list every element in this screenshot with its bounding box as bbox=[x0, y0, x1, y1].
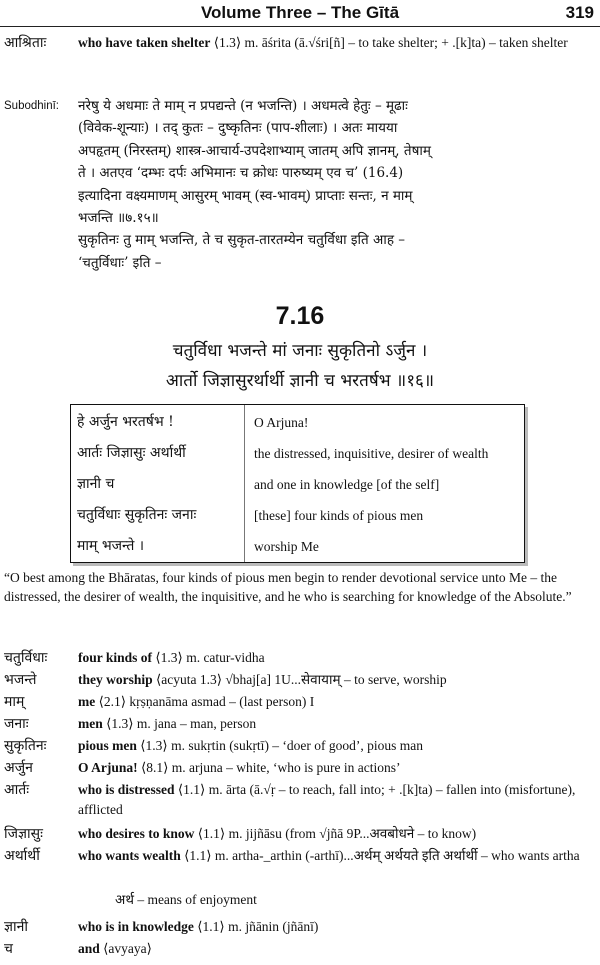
gloss-bold: they worship bbox=[78, 672, 153, 687]
gloss-rest: अर्थ – means of enjoyment bbox=[115, 892, 257, 907]
glossary-term: जिज्ञासुः bbox=[4, 826, 43, 842]
gloss-bold: who have taken shelter bbox=[78, 35, 211, 50]
subodhini-label: Subodhinī: bbox=[4, 100, 59, 112]
gloss-rest: ⟨1.1⟩ m. artha-_arthin (-arthī)...अर्थम् अर्थयते इति अर्थार्थी – who wants artha bbox=[180, 848, 580, 863]
gloss-rest: ⟨acyuta 1.3⟩ √bhaj[a] 1U...सेवायाम् – to serve, worship bbox=[152, 672, 447, 687]
gloss-rest: ⟨1.3⟩ m. āśrita (ā.√śri[ñ] – to take shelter; + .[k]ta) – taken shelter bbox=[210, 35, 568, 50]
running-title: Volume Three – The Gītā bbox=[200, 3, 400, 22]
sanskrit-cell: माम् भजन्ते । bbox=[77, 538, 145, 554]
gloss-rest: ⟨2.1⟩ kṛṣṇanāma asmad – (last person) I bbox=[95, 694, 315, 709]
gloss-bold: me bbox=[78, 694, 96, 709]
english-cell: O Arjuna! bbox=[254, 415, 309, 430]
glossary-gloss bbox=[78, 824, 596, 844]
verse-number: 7.16 bbox=[275, 302, 325, 330]
gloss-bold: who is in knowledge bbox=[78, 919, 194, 934]
gloss-rest: ⟨1.1⟩ m. ārta (ā.√ṛ – to reach, fall into; + .[k]ta) – fallen into (misfortune), afflicted bbox=[78, 782, 576, 817]
glossary-term: च bbox=[4, 941, 13, 957]
gloss-rest: ⟨1.1⟩ m. jñānin (jñānī) bbox=[193, 919, 319, 934]
glossary-gloss bbox=[78, 846, 596, 866]
table-row bbox=[71, 531, 524, 562]
glossary-gloss bbox=[78, 917, 596, 937]
glossary-gloss bbox=[78, 670, 596, 690]
verse-line-1: चतुर्विधा भजन्ते मां जनाः सुकृतिनो ऽर्जुन । bbox=[172, 341, 428, 361]
word-by-word-table bbox=[70, 404, 525, 563]
gloss-rest: ⟨1.3⟩ m. sukṛtin (sukṛtī) – ‘doer of good’, pious man bbox=[136, 738, 424, 753]
verse-translation: “O best among the Bhāratas, four kinds of pious men begin to render devotional service unto Me – the distressed, the desirer of wealth, the inquisitive, and he who is searching for knowledge of the Absolute.” bbox=[4, 570, 572, 604]
sanskrit-cell: चतुर्विधाः सुकृतिनः जनाः bbox=[77, 507, 197, 523]
gloss-bold: men bbox=[78, 716, 103, 731]
entry-term: आश्रिताः bbox=[4, 35, 47, 51]
gloss-rest: ⟨1.3⟩ m. catur-vidha bbox=[152, 650, 265, 665]
gloss-rest: ⟨8.1⟩ m. arjuna – white, ‘who is pure in actions’ bbox=[137, 760, 401, 775]
glossary-term: माम् bbox=[4, 694, 25, 710]
commentary-line: इत्यादिना वक्ष्यमाणम् आसुरम् भावम् (स्व-भावम्) प्राप्ताः सन्तः, न माम् bbox=[78, 187, 413, 204]
gloss-bold: four kinds of bbox=[78, 650, 153, 665]
verse-line-2: आर्तो जिज्ञासुरर्थार्थी ज्ञानी च भरतर्षभ ॥१६॥ bbox=[165, 371, 435, 391]
gloss-rest: ⟨1.3⟩ m. jana – man, person bbox=[102, 716, 257, 731]
commentary-line: नरेषु ये अधमाः ते माम् न प्रपद्यन्ते (न भजन्ति) । अधमत्वे हेतुः – मूढाः bbox=[78, 98, 408, 114]
entry-gloss bbox=[78, 33, 596, 53]
glossary-gloss bbox=[78, 780, 596, 820]
commentary-line: अपहृतम् (निरस्तम्) शास्त्र-आचार्य-उपदेशाभ्याम् जातम् अपि ज्ञानम्, तेषाम् bbox=[78, 142, 431, 159]
glossary-gloss bbox=[78, 758, 596, 778]
glossary-term: सुकृतिनः bbox=[4, 738, 47, 754]
sanskrit-cell: ज्ञानी च bbox=[77, 476, 115, 492]
subodhini-text bbox=[78, 95, 596, 274]
page-header bbox=[0, 0, 600, 27]
glossary-term: भजन्ते bbox=[4, 672, 37, 688]
english-cell: and one in knowledge [of the self] bbox=[254, 477, 440, 492]
page-number: 319 bbox=[565, 3, 594, 22]
commentary-line: ते । अतएव ‘दम्भः दर्पः अभिमानः च क्रोधः पारुष्यम् एव च’ (16.4) bbox=[78, 165, 404, 182]
glossary-term: अर्जुन bbox=[4, 760, 33, 776]
gloss-rest: ⟨1.1⟩ m. jijñāsu (from √jñā 9P...अवबोधने – to know) bbox=[194, 826, 477, 841]
table-row bbox=[71, 469, 524, 500]
sanskrit-cell: आर्तः जिज्ञासुः अर्थार्थी bbox=[77, 445, 186, 461]
table-row bbox=[71, 500, 524, 531]
glossary-gloss bbox=[115, 890, 596, 910]
gloss-bold: who desires to know bbox=[78, 826, 195, 841]
glossary-gloss bbox=[78, 648, 596, 668]
english-cell: [these] four kinds of pious men bbox=[254, 508, 424, 523]
glossary-gloss bbox=[78, 736, 596, 756]
gloss-bold: and bbox=[78, 941, 100, 956]
english-cell: worship Me bbox=[254, 539, 319, 554]
glossary-term: ज्ञानी bbox=[4, 919, 28, 935]
glossary-term: जनाः bbox=[4, 716, 29, 732]
commentary-line: भजन्ति ॥७.१५॥ bbox=[78, 210, 159, 227]
table-row bbox=[71, 407, 524, 438]
gloss-bold: pious men bbox=[78, 738, 137, 753]
commentary-line: (विवेक-शून्याः) । तद् कुतः – दुष्कृतिनः (पाप-शीलाः) । अतः मायया bbox=[78, 120, 398, 137]
gloss-rest: ⟨avyaya⟩ bbox=[99, 941, 152, 956]
commentary-line: सुकृतिनः तु माम् भजन्ति, ते च सुकृत-तारतम्येन चतुर्विधा इति आह – bbox=[78, 232, 406, 249]
english-cell: the distressed, inquisitive, desirer of wealth bbox=[254, 446, 489, 461]
glossary-gloss bbox=[78, 939, 596, 959]
gloss-bold: who wants wealth bbox=[78, 848, 181, 863]
glossary-gloss bbox=[78, 692, 596, 712]
commentary-line: ‘चतुर्विधाः’ इति – bbox=[78, 254, 162, 271]
glossary-term: आर्तः bbox=[4, 782, 30, 798]
gloss-bold: O Arjuna! bbox=[78, 760, 138, 775]
glossary-term: चतुर्विधाः bbox=[4, 650, 48, 666]
glossary-term: अर्थार्थी bbox=[4, 848, 40, 864]
gloss-bold: who is distressed bbox=[78, 782, 175, 797]
table-row bbox=[71, 438, 524, 469]
sanskrit-cell: हे अर्जुन भरतर्षभ ! bbox=[77, 414, 174, 430]
glossary-gloss bbox=[78, 714, 596, 734]
